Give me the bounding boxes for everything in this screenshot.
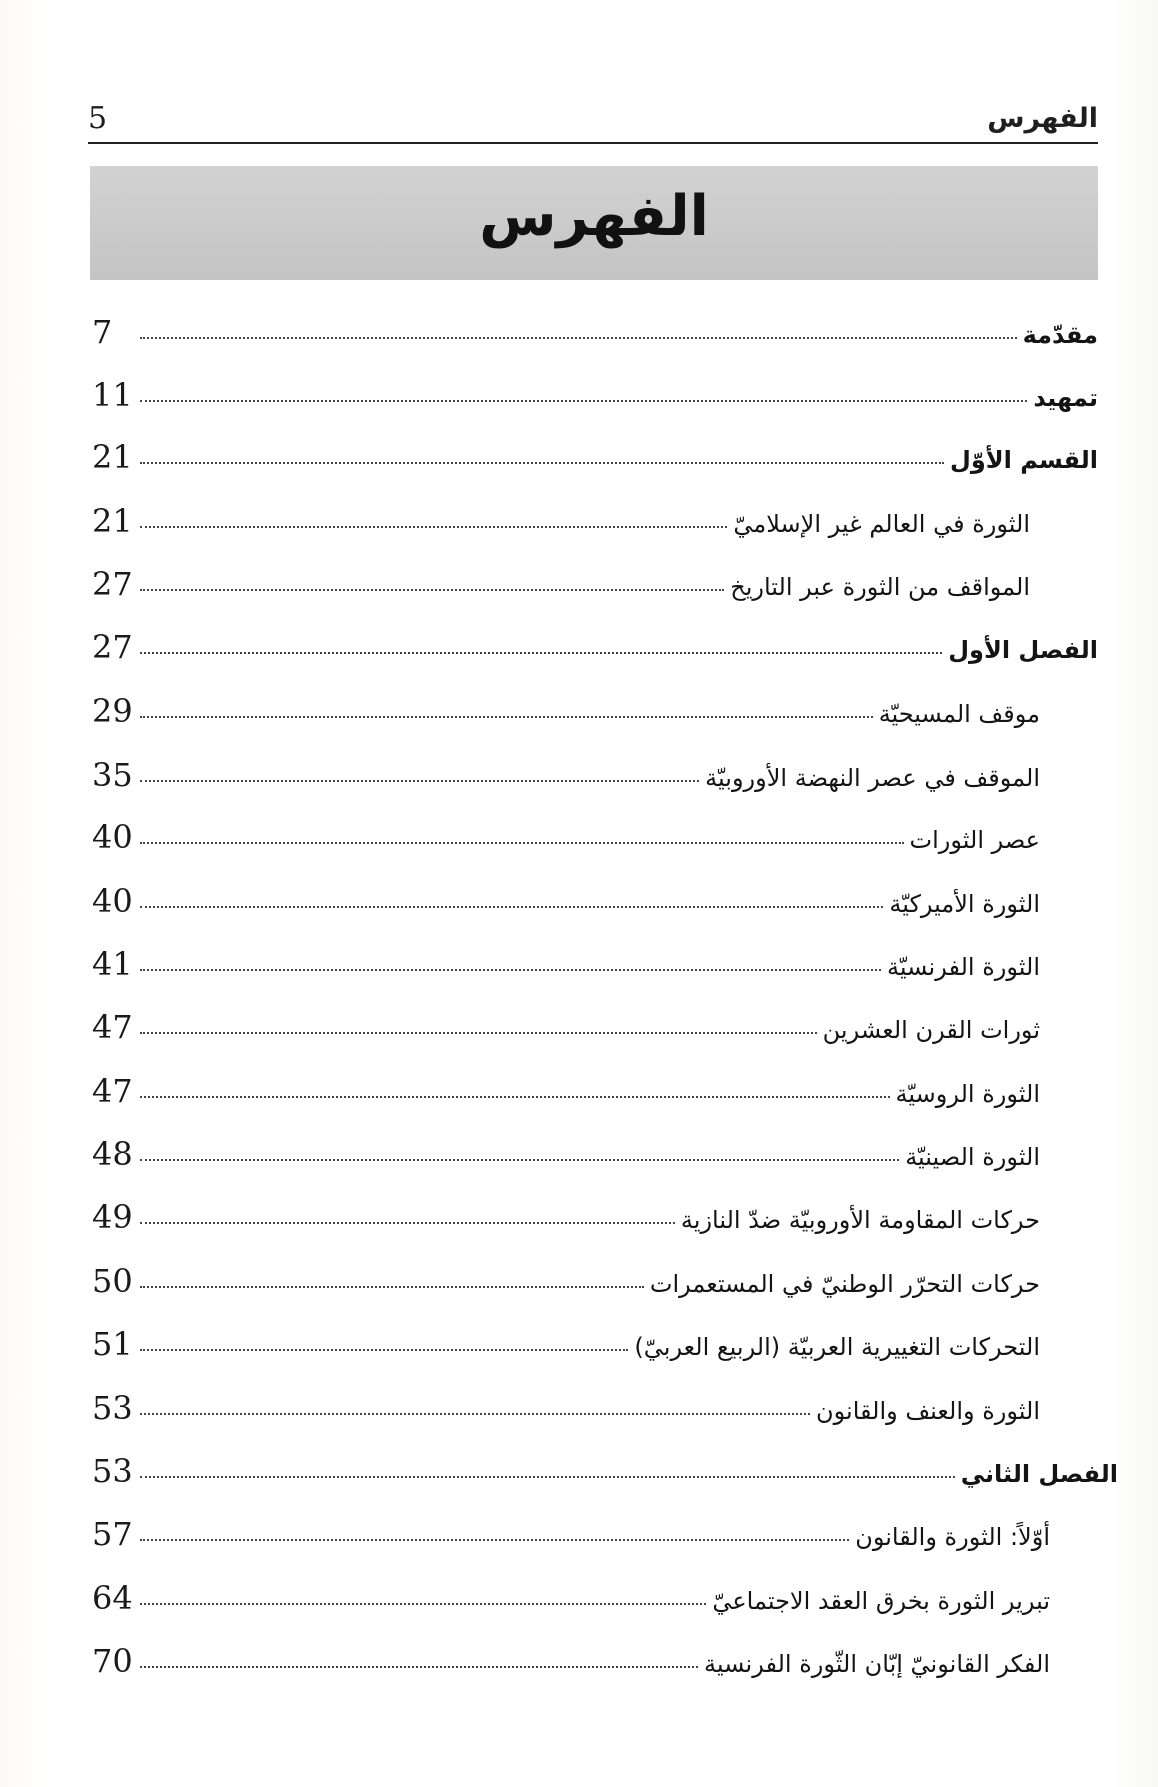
toc-entry bbox=[92, 756, 1040, 806]
toc-entry-title: الثورة الأميركيّة bbox=[889, 890, 1040, 918]
toc-entry-page: 11 bbox=[92, 376, 133, 414]
toc-entry-title: الثورة الصينيّة bbox=[905, 1143, 1040, 1171]
toc-entry-page: 49 bbox=[92, 1198, 133, 1236]
toc-entry-title: الفصل الثاني bbox=[960, 1460, 1118, 1488]
toc-dot-leader bbox=[140, 906, 883, 908]
toc-entry-page: 50 bbox=[92, 1262, 133, 1300]
page-title: الفهرس bbox=[479, 184, 709, 249]
running-title: الفهرس bbox=[987, 103, 1098, 134]
toc-entry bbox=[92, 692, 1040, 742]
toc-dot-leader bbox=[140, 337, 1017, 339]
toc-dot-leader bbox=[140, 1476, 955, 1478]
toc-entry-page: 41 bbox=[92, 945, 133, 983]
toc-entry bbox=[92, 882, 1040, 932]
toc-entry bbox=[92, 313, 1098, 363]
toc-entry bbox=[92, 1262, 1040, 1312]
toc-dot-leader bbox=[140, 1222, 675, 1224]
toc-dot-leader bbox=[140, 1032, 817, 1034]
toc-dot-leader bbox=[140, 462, 944, 464]
toc-entry-title: القسم الأوّل bbox=[950, 446, 1098, 474]
toc-dot-leader bbox=[140, 1666, 698, 1668]
toc-entry-title: عصر الثورات bbox=[909, 826, 1040, 854]
toc-entry-page: 47 bbox=[92, 1072, 133, 1110]
toc-entry-page: 40 bbox=[92, 818, 133, 856]
toc-entry bbox=[92, 818, 1040, 868]
toc-entry bbox=[92, 438, 1098, 488]
toc-entry bbox=[92, 1135, 1040, 1185]
toc-entry-title: موقف المسيحيّة bbox=[878, 700, 1040, 728]
toc-entry-page: 29 bbox=[92, 692, 133, 730]
toc-entry-title: أوّلاً: الثورة والقانون bbox=[855, 1523, 1050, 1551]
toc-entry-title: الثورة الروسيّة bbox=[895, 1080, 1040, 1108]
toc-dot-leader bbox=[140, 1096, 890, 1098]
toc-entry-title: المواقف من الثورة عبر التاريخ bbox=[730, 573, 1030, 601]
toc-entry-title: الثورة والعنف والقانون bbox=[815, 1397, 1040, 1425]
toc-dot-leader bbox=[140, 969, 881, 971]
toc-entry-title: تبرير الثورة بخرق العقد الاجتماعيّ bbox=[712, 1587, 1050, 1615]
toc-entry-title: الموقف في عصر النهضة الأوروبيّة bbox=[705, 764, 1040, 792]
toc-dot-leader bbox=[140, 589, 724, 591]
toc-dot-leader bbox=[140, 780, 699, 782]
toc-entry bbox=[92, 376, 1098, 426]
toc-dot-leader bbox=[140, 652, 942, 654]
toc-entry-title: حركات التحرّر الوطنيّ في المستعمرات bbox=[649, 1270, 1040, 1298]
toc-entry bbox=[92, 1515, 1050, 1565]
toc-entry bbox=[92, 1389, 1040, 1439]
toc-dot-leader bbox=[140, 526, 727, 528]
toc-entry-page: 21 bbox=[92, 438, 133, 476]
toc-dot-leader bbox=[140, 1159, 899, 1161]
toc-dot-leader bbox=[140, 400, 1027, 402]
toc-entry-page: 48 bbox=[92, 1135, 133, 1173]
toc-entry-title: الثورة الفرنسيّة bbox=[887, 953, 1040, 981]
toc-entry-page: 57 bbox=[92, 1515, 133, 1553]
toc-entry-page: 47 bbox=[92, 1008, 133, 1046]
toc-dot-leader bbox=[140, 1413, 810, 1415]
toc-entry bbox=[92, 1452, 1118, 1502]
toc-entry-title: حركات المقاومة الأوروبيّة ضدّ النازية bbox=[680, 1206, 1040, 1234]
toc-entry-page: 51 bbox=[92, 1325, 133, 1363]
toc-entry bbox=[92, 1198, 1040, 1248]
toc-dot-leader bbox=[140, 1603, 706, 1605]
toc-entry bbox=[92, 1579, 1050, 1629]
toc-entry-page: 35 bbox=[92, 756, 133, 794]
toc-entry bbox=[92, 1072, 1040, 1122]
toc-entry bbox=[92, 1008, 1040, 1058]
toc-entry-page: 21 bbox=[92, 502, 133, 540]
toc-entry-title: الثورة في العالم غير الإسلاميّ bbox=[733, 510, 1030, 538]
toc-entry bbox=[92, 628, 1098, 678]
toc-entry-title: مقدّمة bbox=[1022, 321, 1098, 349]
toc-entry-page: 27 bbox=[92, 628, 133, 666]
toc-entry bbox=[92, 565, 1030, 615]
toc-entry-title: الفصل الأول bbox=[948, 636, 1098, 664]
toc-entry-page: 40 bbox=[92, 882, 133, 920]
toc-entry bbox=[92, 502, 1030, 552]
toc-entry bbox=[92, 1325, 1040, 1375]
toc-dot-leader bbox=[140, 1349, 628, 1351]
toc-dot-leader bbox=[140, 1539, 849, 1541]
toc-entry-page: 53 bbox=[92, 1452, 133, 1490]
toc-entry-page: 7 bbox=[92, 313, 113, 351]
toc-entry-title: التحركات التغييرية العربيّة (الربيع العربيّ) bbox=[634, 1333, 1040, 1361]
toc-dot-leader bbox=[140, 1286, 644, 1288]
toc-entry bbox=[92, 1642, 1050, 1692]
toc-entry-page: 27 bbox=[92, 565, 133, 603]
toc-entry-title: الفكر القانونيّ إبّان الثّورة الفرنسية bbox=[704, 1650, 1050, 1678]
toc-dot-leader bbox=[140, 842, 904, 844]
page-number: 5 bbox=[88, 101, 108, 136]
toc-entry bbox=[92, 945, 1040, 995]
toc-entry-title: ثورات القرن العشرين bbox=[822, 1016, 1040, 1044]
toc-entry-page: 70 bbox=[92, 1642, 133, 1680]
toc-entry-title: تمهيد bbox=[1033, 384, 1098, 412]
toc-entry-page: 53 bbox=[92, 1389, 133, 1427]
toc-entry-page: 64 bbox=[92, 1579, 133, 1617]
toc-dot-leader bbox=[140, 716, 873, 718]
